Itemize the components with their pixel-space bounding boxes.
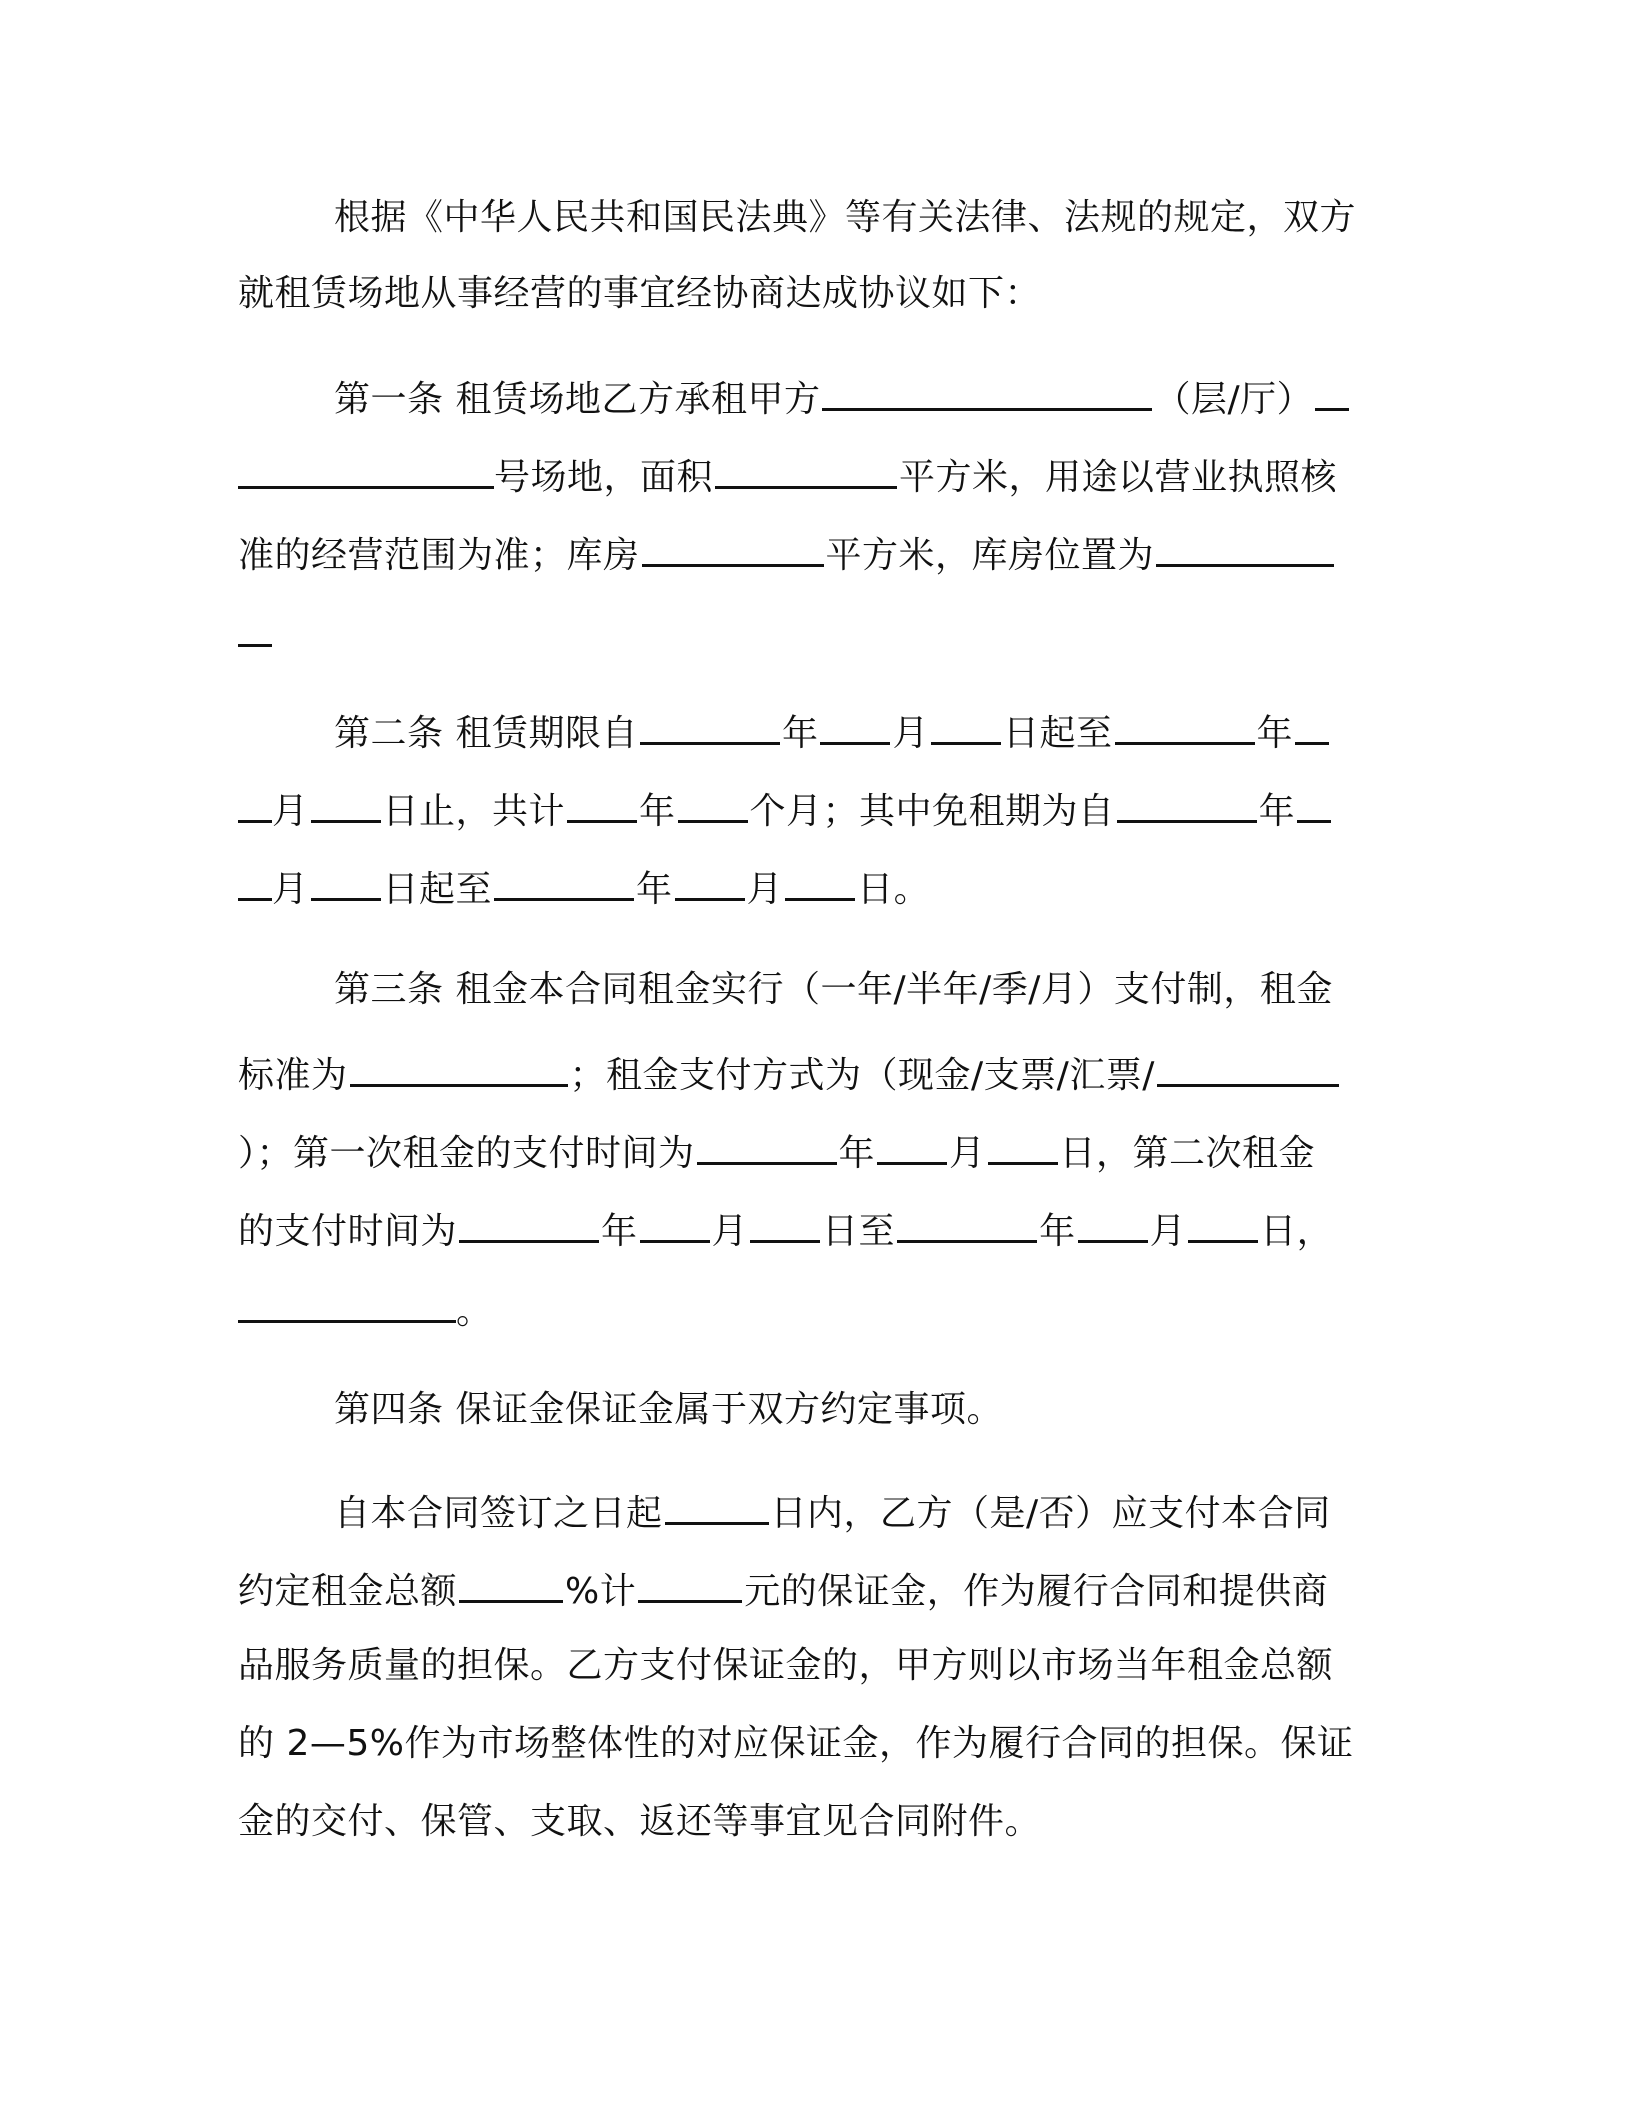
article3-line-3: [238, 1124, 1315, 1176]
blank-field[interactable]: [822, 370, 1152, 411]
article2-heading: 第二条 租赁期限自: [334, 713, 638, 754]
blank-field[interactable]: [931, 704, 1001, 745]
article4-line-2: [238, 1562, 1328, 1614]
article4-p1b: 日内，乙方（是/否）应支付本合同: [770, 1493, 1331, 1534]
month-label: 月: [892, 713, 929, 754]
blank-field[interactable]: [494, 860, 634, 901]
article1-line-2: [238, 448, 1337, 500]
article3-first-payment: ）；第一次租金的支付时间为: [238, 1133, 695, 1174]
article1-line-3: [238, 526, 1336, 578]
year-label: 年: [636, 869, 673, 910]
month-label: 月: [272, 791, 309, 832]
blank-field[interactable]: [988, 1124, 1058, 1165]
blank-field[interactable]: [238, 448, 494, 489]
blank-field[interactable]: [459, 1202, 599, 1243]
article3-standard: 标准为: [238, 1055, 348, 1096]
article4-p5: 金的交付、保管、支取、返还等事宜见合同附件。: [238, 1801, 1042, 1842]
article2-line-2: [238, 782, 1333, 834]
article1-site-number: 号场地，面积: [494, 457, 714, 498]
blank-field[interactable]: [697, 1124, 837, 1165]
blank-field[interactable]: [642, 526, 824, 567]
blank-field[interactable]: [1115, 704, 1255, 745]
year-label: 年: [1256, 713, 1294, 754]
year-label: 年: [1039, 1211, 1076, 1252]
blank-field[interactable]: [311, 860, 381, 901]
article4-line-1: [334, 1484, 1331, 1536]
blank-field[interactable]: [238, 860, 272, 901]
article2-start-to: 日起至: [382, 869, 493, 910]
article3-line-2: [238, 1046, 1341, 1098]
intro-text-2: 就租赁场地从事经营的事宜经协商达成协议如下：: [238, 273, 1042, 314]
article2-end-total: 日止，共计: [382, 791, 566, 832]
year-label: 年: [639, 791, 676, 832]
article3-day-to: 日至: [822, 1211, 896, 1252]
article3-line-5: [238, 1282, 493, 1334]
blank-field[interactable]: [750, 1202, 820, 1243]
blank-field[interactable]: [877, 1124, 947, 1165]
article1-floor-hall: （层/厅）: [1154, 379, 1314, 420]
month-label: 月: [711, 1211, 749, 1252]
article1-line-1: [334, 370, 1351, 422]
blank-field[interactable]: [238, 782, 272, 823]
blank-field[interactable]: [459, 1562, 563, 1603]
article4-p2c: 元的保证金，作为履行合同和提供商: [744, 1571, 1329, 1612]
blank-field[interactable]: [897, 1202, 1037, 1243]
article3-payment-method: ；租金支付方式为（现金/支票/汇票/: [569, 1055, 1155, 1096]
blank-field[interactable]: [1315, 370, 1349, 411]
article2-months-free: 个月；其中免租期为自: [749, 791, 1115, 832]
article2-start-to: 日起至: [1002, 713, 1113, 754]
blank-field[interactable]: [715, 448, 897, 489]
article2-line-3: [238, 860, 930, 912]
blank-field[interactable]: [1297, 782, 1331, 823]
year-label: 年: [601, 1211, 638, 1252]
article3-heading: 第三条 租金本合同租金实行（一年/半年/季/月）支付制，租金: [334, 969, 1333, 1010]
blank-field[interactable]: [1117, 782, 1257, 823]
blank-field[interactable]: [678, 782, 748, 823]
article4-line-5: [238, 1796, 1041, 1848]
blank-field[interactable]: [638, 1562, 742, 1603]
article1-area-usage: 平方米，用途以营业执照核: [899, 457, 1338, 498]
article1-heading: 第一条 租赁场地乙方承租甲方: [334, 379, 821, 420]
article2-line-1: [334, 704, 1331, 756]
article1-scope-storage: 准的经营范围为准；库房: [238, 535, 640, 576]
month-label: 月: [272, 869, 309, 910]
article4-line-3: [238, 1640, 1333, 1692]
article1-storage-location: 平方米，库房位置为: [825, 535, 1155, 576]
blank-field[interactable]: [640, 704, 780, 745]
article4-p2: 约定租金总额: [238, 1571, 458, 1612]
blank-field[interactable]: [1156, 526, 1334, 567]
article2-day-end: 日。: [857, 869, 931, 910]
year-label: 年: [1258, 791, 1296, 832]
month-label: 月: [949, 1133, 986, 1174]
article3-day-comma: 日，: [1260, 1211, 1334, 1252]
year-label: 年: [838, 1133, 876, 1174]
blank-field[interactable]: [311, 782, 381, 823]
article3-line-4: [238, 1202, 1333, 1254]
article4-p2b: %计: [565, 1571, 637, 1612]
article3-line-1: [334, 964, 1333, 1016]
blank-field[interactable]: [785, 860, 855, 901]
article4-p1: 自本合同签订之日起: [334, 1493, 663, 1534]
intro-line-1: [334, 192, 1356, 244]
blank-field[interactable]: [1157, 1046, 1339, 1087]
blank-field[interactable]: [1078, 1202, 1148, 1243]
article4-heading-line: [334, 1384, 1003, 1436]
blank-field[interactable]: [350, 1046, 568, 1087]
blank-field[interactable]: [1295, 704, 1329, 745]
article4-p4: 的 2—5%作为市场整体性的对应保证金，作为履行合同的担保。保证: [238, 1723, 1354, 1764]
article1-line-4: [238, 606, 272, 658]
article4-heading: 第四条 保证金保证金属于双方约定事项。: [334, 1389, 1003, 1430]
month-label: 月: [1149, 1211, 1187, 1252]
blank-field[interactable]: [238, 1282, 456, 1323]
article4-line-4: [238, 1718, 1353, 1770]
intro-line-2: [238, 268, 1041, 320]
blank-field[interactable]: [675, 860, 745, 901]
article4-p3: 品服务质量的担保。乙方支付保证金的，甲方则以市场当年租金总额: [238, 1645, 1334, 1686]
article3-period: 。: [456, 1291, 493, 1332]
month-label: 月: [746, 869, 784, 910]
article3-second-payment: 的支付时间为: [238, 1211, 458, 1252]
intro-text-1: 根据《中华人民共和国民法典》等有关法律、法规的规定，双方: [334, 197, 1357, 238]
blank-field[interactable]: [665, 1484, 769, 1525]
blank-field[interactable]: [567, 782, 637, 823]
year-label: 年: [781, 713, 819, 754]
blank-field[interactable]: [820, 704, 890, 745]
article3-day-second: 日，第二次租金: [1059, 1133, 1316, 1174]
blank-field[interactable]: [238, 606, 272, 647]
blank-field[interactable]: [640, 1202, 710, 1243]
blank-field[interactable]: [1188, 1202, 1258, 1243]
